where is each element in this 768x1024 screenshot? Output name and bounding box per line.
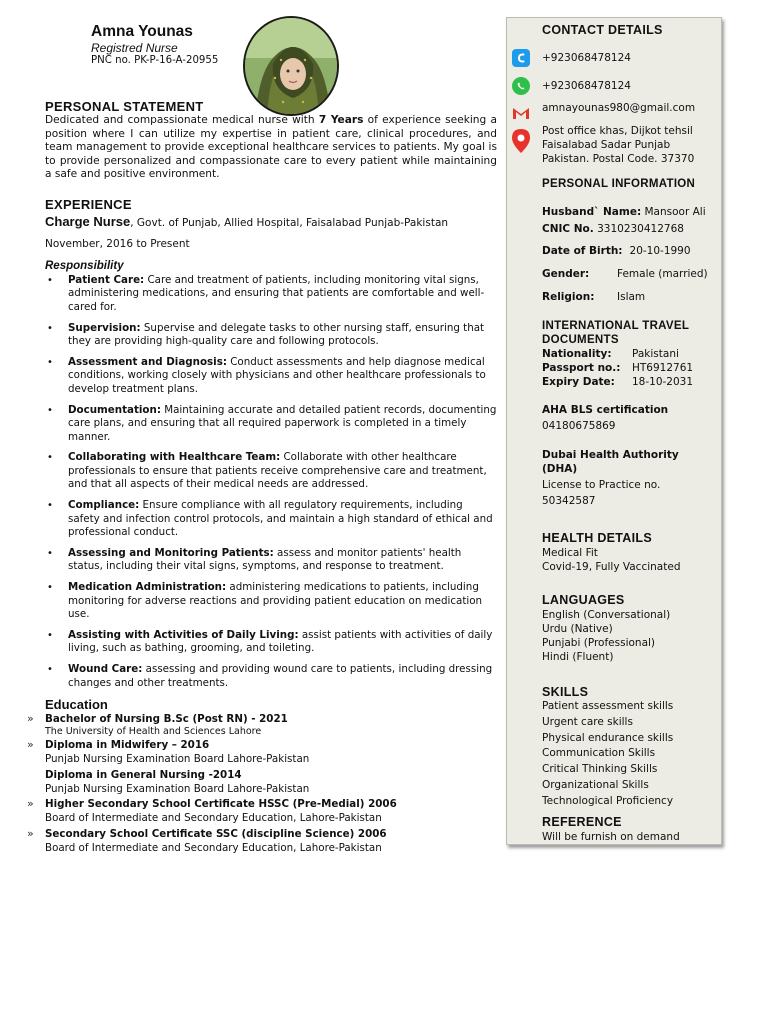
personal-info-heading: PERSONAL INFORMATION: [542, 178, 696, 190]
health-list: Medical Fit Covid-19, Fully Vaccinated: [542, 547, 681, 573]
responsibility-list: [45, 274, 497, 698]
personal-statement-heading: PERSONAL STATEMENT: [45, 99, 204, 114]
list-item: • Supervision: Supervise and delegate tasks to other nursing staff, ensuring that they are providing high-quality care and following protocols.: [47, 321, 485, 348]
nationality-label: Nationality:: [542, 348, 612, 360]
passport-value: HT6912761: [632, 362, 694, 374]
list-item: Urdu (Native): [542, 623, 613, 635]
list-item: Critical Thinking Skills: [542, 763, 658, 776]
phone-icon: [511, 48, 531, 68]
date-of-birth: Date of Birth: 20-10-1990: [542, 245, 691, 257]
languages-heading: LANGUAGES: [542, 593, 625, 607]
skills-heading: SKILLS: [542, 685, 589, 699]
chevron-right-icon: »: [27, 826, 34, 840]
list-item: Organizational Skills: [542, 778, 649, 791]
health-heading: HEALTH DETAILS: [542, 531, 652, 545]
reference-text: Will be furnish on demand: [542, 831, 680, 843]
list-item: Physical endurance skills: [542, 731, 674, 744]
list-item: • Assessing and Monitoring Patients: assess and monitor patients' health status, including their vital signs, symptoms, and response to treatment.: [47, 546, 462, 573]
phone-number: +923068478124: [542, 52, 631, 64]
email-address: amnayounas980@gmail.com: [542, 102, 696, 114]
religion-value: Islam: [617, 291, 646, 303]
list-item: • Collaborating with Healthcare Team: Collaborate with other healthcare professionals to ensure that patients receive comprehensive care and treatment, and that all aspects of their medical needs are addressed.: [47, 451, 487, 491]
list-item: » Diploma in Midwifery – 2016 Punjab Nursing Examination Board Lahore-Pakistan: [27, 738, 310, 765]
job-title: Charge Nurse, Govt. of Punjab, Allied Hospital, Faisalabad Punjab-Pakistan: [45, 214, 449, 229]
list-item: Punjabi (Professional): [542, 637, 656, 649]
skills-list: [542, 699, 673, 810]
list-item: • Documentation: Maintaining accurate and detailed patient records, documenting care plans, and ensuring that all required paperwork is completed in a timely manner.: [47, 403, 497, 443]
location-pin-icon: [510, 128, 532, 154]
list-item: • Compliance: Ensure compliance with all regulatory requirements, including safety and infection control protocols, and maintain a high standard of ethical and professional conduct.: [47, 499, 493, 538]
whatsapp-icon: [511, 76, 531, 96]
expiry-value: 18-10-2031: [632, 376, 694, 388]
husband-name: Husband` Name: Mansoor Ali: [542, 206, 706, 218]
personal-statement-text: Dedicated and compassionate medical nurse with 7 Years of experience seeking a position where I can utilize my expertise in patient care, clinical procedures, and team management to provide exceptional healthcare services to patients. My goal is to provide personalized and compassionate care to every patient while maintaining a safe and positive environment.: [45, 114, 497, 180]
list-item: Patient assessment skills: [542, 700, 674, 712]
contact-heading: CONTACT DETAILS: [542, 23, 663, 37]
candidate-title: Registred Nurse: [91, 41, 178, 55]
expiry-label: Expiry Date:: [542, 376, 615, 388]
languages-list: [542, 608, 670, 664]
dha-license: Dubai Health Authority (DHA) License to Practice no. 50342587: [542, 449, 679, 507]
chevron-right-icon: »: [27, 797, 34, 810]
list-item: Urgent care skills: [542, 715, 633, 728]
nationality-value: Pakistani: [632, 348, 679, 360]
religion: Religion:: [542, 291, 595, 303]
responsibility-heading: Responsibility: [45, 260, 124, 272]
chevron-right-icon: »: [27, 712, 34, 725]
list-item: • Assessment and Diagnosis: Conduct assessments and help diagnose medical conditions, working closely with physicians and other healthcare professionals to develop treatment plans.: [47, 356, 486, 395]
experience-heading: EXPERIENCE: [45, 197, 132, 212]
list-item: Hindi (Fluent): [542, 651, 614, 663]
pnc-number: PNC no. PK-P-16-A-20955: [91, 55, 219, 66]
sidebar-panel: [506, 17, 722, 845]
whatsapp-number: +923068478124: [542, 80, 631, 92]
job-dates: November, 2016 to Present: [45, 238, 190, 250]
list-item: • Wound Care: assessing and providing wound care to patients, including dressing changes and other treatments.: [47, 663, 493, 689]
education-heading: Education: [45, 697, 108, 712]
list-item: » Higher Secondary School Certificate HSSC (Pre-Medial) 2006 Board of Intermediate and Secondary Education, Lahore-Pakistan: [27, 797, 397, 824]
chevron-right-icon: »: [27, 738, 34, 751]
aha-certification: AHA BLS certification 04180675869: [542, 404, 669, 432]
list-item: » Secondary School Certificate SSC (discipline Science) 2006 Board of Intermediate and Secondary Education, Lahore-Pakistan: [27, 826, 387, 854]
gender: Gender:: [542, 268, 590, 280]
list-item: • Patient Care: Care and treatment of patients, including monitoring vital signs, administering medications, and ensuring that patients are comfortable and well-cared for.: [47, 274, 485, 313]
cnic-number: CNIC No. 3310230412768: [542, 223, 684, 235]
list-item: Technological Proficiency: [542, 794, 674, 807]
candidate-name: Amna Younas: [91, 23, 193, 40]
list-item: » Bachelor of Nursing B.Sc (Post RN) - 2021 The University of Health and Sciences Lahore: [27, 712, 288, 737]
postal-address: Post office khas, Dijkot tehsil Faisalabad Sadar Punjab Pakistan. Postal Code. 37370: [542, 125, 695, 165]
travel-documents-heading: INTERNATIONAL TRAVEL DOCUMENTS: [542, 320, 690, 346]
list-item: English (Conversational): [542, 609, 671, 621]
list-item: • Medication Administration: administering medications to patients, including monitoring for adverse reactions and providing patient education on medication use.: [47, 581, 483, 621]
reference-heading: REFERENCE: [542, 815, 622, 829]
passport-label: Passport no.:: [542, 362, 621, 374]
list-item: Diploma in General Nursing -2014 Punjab Nursing Examination Board Lahore-Pakistan: [45, 768, 310, 795]
list-item: Communication Skills: [542, 747, 656, 760]
education-list: [27, 712, 497, 856]
list-item: • Assisting with Activities of Daily Living: assist patients with activities of daily living, such as bathing, grooming, and toileting.: [47, 628, 493, 655]
gmail-icon: [511, 103, 531, 123]
profile-photo: [243, 16, 339, 116]
gender-value: Female (married): [617, 268, 708, 280]
